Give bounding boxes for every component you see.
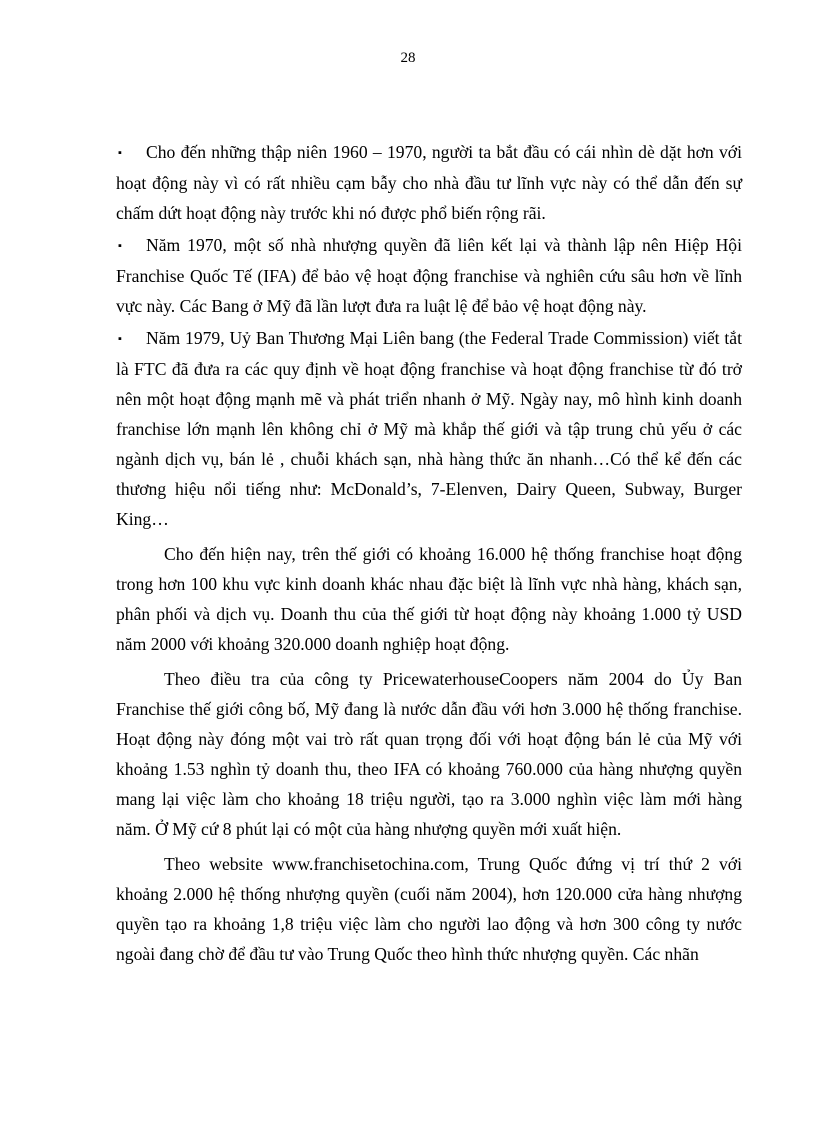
document-body: [116, 137, 742, 971]
paragraph: Cho đến hiện nay, trên thế giới có khoảng 16.000 hệ thống franchise hoạt động trong hơn 100 khu vực kinh doanh khác nhau đặc biệt là lĩnh vực nhà hàng, khách sạn, phân phối và dịch vụ. Doanh thu của thế giới từ hoạt động này khoảng 1.000 tỷ USD năm 2000 với khoảng 320.000 doanh nghiệp hoạt động.: [116, 544, 742, 654]
bullet-item: [116, 137, 742, 228]
square-bullet-icon: ▪: [118, 333, 122, 345]
bullet-item: [116, 230, 742, 321]
bullet-text: Năm 1979, Uỷ Ban Thương Mại Liên bang (the Federal Trade Commission) viết tắt là FTC đã đưa ra các quy định về hoạt động franchise và hoạt động franchise từ đó trở nên một hoạt động mạnh mẽ và phát triển nhanh ở Mỹ. Ngày nay, mô hình kinh doanh franchise lớn mạnh lên không chỉ ở Mỹ mà khắp thế giới và tập trung chủ yếu ở các ngành dịch vụ, bán lẻ , chuỗi khách sạn, nhà hàng thức ăn nhanh…Có thể kể đến các thương hiệu nổi tiếng như: McDonald’s, 7-Elenven, Dairy Queen, Subway, Burger King…: [116, 328, 742, 529]
paragraph: Theo website www.franchisetochina.com, Trung Quốc đứng vị trí thứ 2 với khoảng 2.000 hệ thống nhượng quyền (cuối năm 2004), hơn 120.000 cửa hàng nhượng quyền tạo ra khoảng 1,8 triệu việc làm cho người lao động và hơn 300 công ty nước ngoài đang chờ để đầu tư vào Trung Quốc theo hình thức nhượng quyền. Các nhãn: [116, 854, 742, 964]
bullet-text: Cho đến những thập niên 1960 – 1970, người ta bắt đầu có cái nhìn dè dặt hơn với hoạt động này vì có rất nhiều cạm bẫy cho nhà đầu tư lĩnh vực này có thể dẫn đến sự chấm dứt hoạt động này trước khi nó được phổ biến rộng rãi.: [116, 142, 742, 223]
square-bullet-icon: ▪: [118, 240, 122, 252]
paragraph: Theo điều tra của công ty PricewaterhouseCoopers năm 2004 do Ủy Ban Franchise thế giới công bố, Mỹ đang là nước dẫn đầu với hơn 3.000 hệ thống franchise. Hoạt động này đóng một vai trò rất quan trọng đối với hoạt động bán lẻ của Mỹ với khoảng 1.53 nghìn tỷ doanh thu, theo IFA có khoảng 760.000 của hàng nhượng quyền mang lại việc làm cho khoảng 18 triệu người, tạo ra 3.000 nghìn việc làm mới hàng năm. Ở Mỹ cứ 8 phút lại có một của hàng nhượng quyền mới xuất hiện.: [116, 669, 742, 839]
bullet-text: Năm 1970, một số nhà nhượng quyền đã liên kết lại và thành lập nên Hiệp Hội Franchise Quốc Tế (IFA) để bảo vệ hoạt động franchise và nghiên cứu sâu hơn về lĩnh vực này. Các Bang ở Mỹ đã lần lượt đưa ra luật lệ để bảo vệ hoạt động này.: [116, 235, 742, 316]
bullet-item: [116, 323, 742, 534]
square-bullet-icon: ▪: [118, 147, 122, 159]
page-number: 28: [400, 50, 416, 66]
